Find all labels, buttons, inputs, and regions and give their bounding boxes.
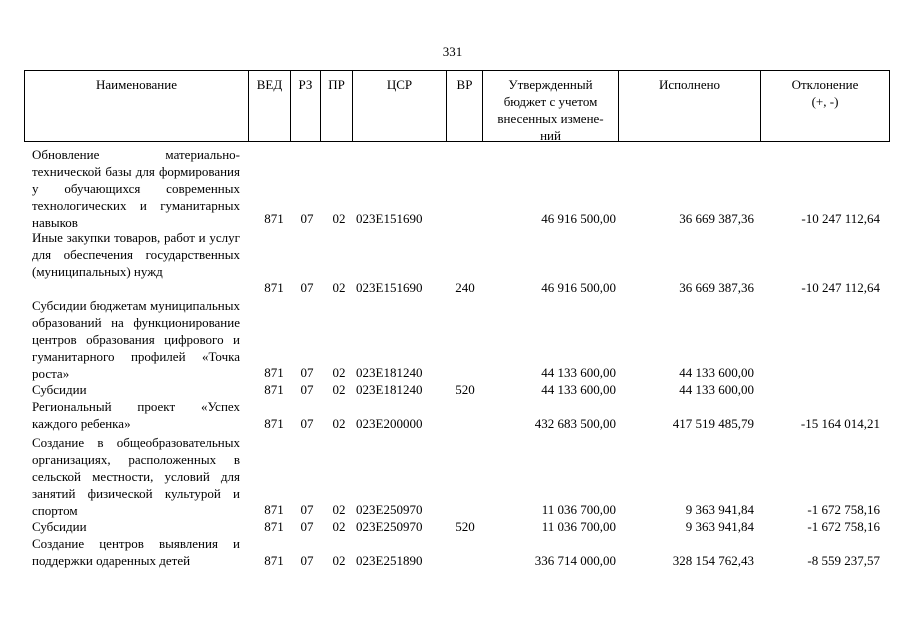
row-ved: 871	[264, 211, 284, 226]
row-pr: 02	[332, 365, 346, 380]
row-deviation: -10 247 112,64	[801, 211, 880, 226]
header-pr: ПР	[321, 71, 353, 141]
row-ved: 871	[264, 502, 284, 517]
header-name: Наименование	[25, 71, 249, 141]
header-budget: Утвержденный бюджет с учетом внесенных измене-ний	[483, 71, 619, 141]
row-deviation: -10 247 112,64	[801, 280, 880, 295]
row-rz: 07	[300, 519, 314, 534]
row-pr: 02	[332, 553, 346, 568]
row-budget: 432 683 500,00	[534, 416, 616, 431]
row-executed: 9 363 941,84	[685, 519, 754, 534]
row-executed: 36 669 387,36	[679, 211, 754, 226]
row-pr: 02	[332, 502, 346, 517]
header-deviation: Отклонение (+, -)	[791, 77, 859, 109]
row-rz: 07	[300, 280, 314, 295]
row-ved: 871	[264, 365, 284, 380]
row-csr: 023E250970	[356, 519, 423, 534]
row-rz: 07	[300, 211, 314, 226]
row-csr: 023E151690	[356, 280, 423, 295]
row-deviation: -8 559 237,57	[807, 553, 880, 568]
row-name: Субсидии	[32, 519, 87, 534]
row-budget: 44 133 600,00	[541, 382, 616, 397]
row-csr: 023E250970	[356, 502, 423, 517]
row-vr: 240	[455, 280, 475, 295]
row-csr: 023E251890	[356, 553, 423, 568]
row-pr: 02	[332, 416, 346, 431]
row-executed: 44 133 600,00	[679, 382, 754, 397]
row-pr: 02	[332, 519, 346, 534]
row-rz: 07	[300, 365, 314, 380]
row-name: Создание в общеобразовательных организациях, расположенных в сельской местности, условий для занятий физической культурой и спортом	[32, 435, 240, 518]
row-executed: 328 154 762,43	[672, 553, 754, 568]
row-ved: 871	[264, 416, 284, 431]
row-name: Обновление материально-технической базы для формирования у обучающихся современных технологических и гуманитарных навыков	[32, 147, 240, 230]
row-pr: 02	[332, 280, 346, 295]
row-rz: 07	[300, 416, 314, 431]
row-budget: 11 036 700,00	[541, 502, 616, 517]
row-name: Создание центров выявления и поддержки одаренных детей	[32, 536, 240, 568]
header-ved: ВЕД	[249, 71, 291, 141]
row-csr: 023E200000	[356, 416, 423, 431]
row-csr: 023E181240	[356, 382, 423, 397]
header-csr: ЦСР	[353, 71, 447, 141]
row-rz: 07	[300, 502, 314, 517]
row-ved: 871	[264, 553, 284, 568]
row-rz: 07	[300, 553, 314, 568]
row-name: Иные закупки товаров, работ и услуг для обеспечения государственных (муниципальных) нужд	[32, 230, 240, 279]
row-ved: 871	[264, 280, 284, 295]
row-deviation: -1 672 758,16	[807, 502, 880, 517]
row-deviation: -1 672 758,16	[807, 519, 880, 534]
row-vr: 520	[455, 519, 475, 534]
row-ved: 871	[264, 382, 284, 397]
row-pr: 02	[332, 211, 346, 226]
row-name: Субсидии бюджетам муниципальных образований на функционирование центров образования цифрового и гуманитарного профилей «Точка роста»	[32, 298, 240, 381]
row-ved: 871	[264, 519, 284, 534]
row-executed: 417 519 485,79	[672, 416, 754, 431]
row-vr: 520	[455, 382, 475, 397]
row-executed: 44 133 600,00	[679, 365, 754, 380]
row-csr: 023E151690	[356, 211, 423, 226]
row-budget: 336 714 000,00	[534, 553, 616, 568]
page-number: 331	[442, 44, 463, 59]
row-deviation: -15 164 014,21	[800, 416, 880, 431]
row-budget: 46 916 500,00	[541, 280, 616, 295]
header-vr: ВР	[447, 71, 483, 141]
row-csr: 023E181240	[356, 365, 423, 380]
row-executed: 36 669 387,36	[679, 280, 754, 295]
row-budget: 44 133 600,00	[541, 365, 616, 380]
row-executed: 9 363 941,84	[685, 502, 754, 517]
row-name: Субсидии	[32, 382, 87, 397]
row-budget: 11 036 700,00	[541, 519, 616, 534]
header-rz: РЗ	[291, 71, 321, 141]
row-rz: 07	[300, 382, 314, 397]
row-name: Региональный проект «Успех каждого ребенка»	[32, 399, 240, 431]
row-pr: 02	[332, 382, 346, 397]
table-header	[24, 70, 890, 142]
row-budget: 46 916 500,00	[541, 211, 616, 226]
header-executed: Исполнено	[619, 71, 761, 141]
